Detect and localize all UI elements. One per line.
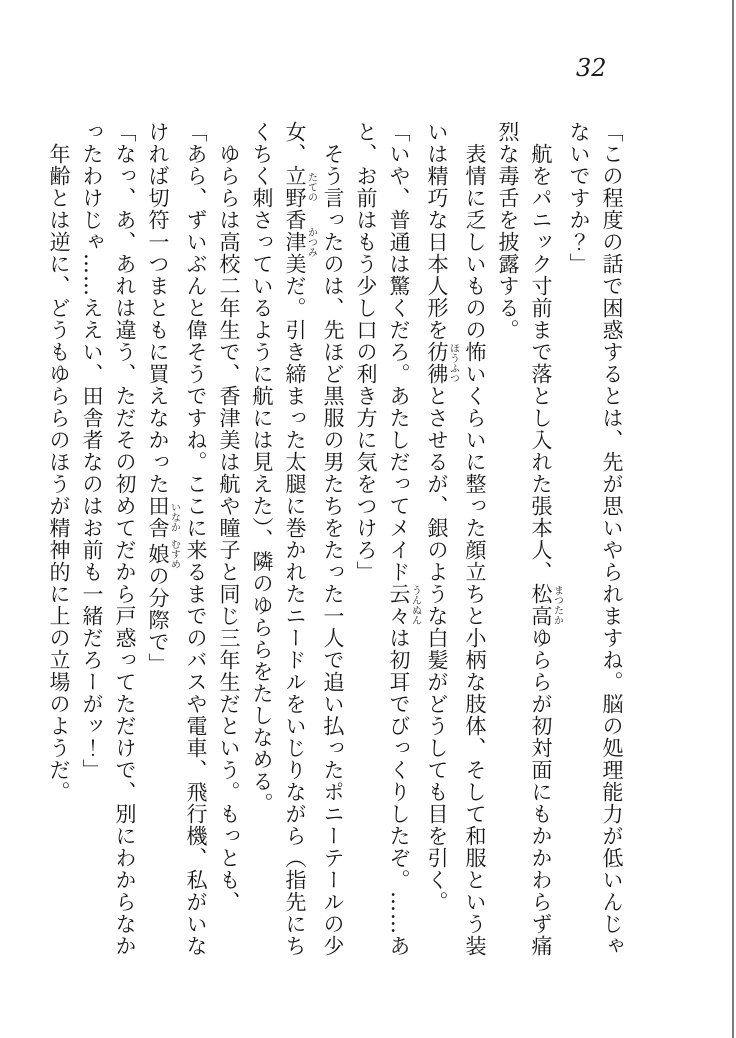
text-column-5: 表情に乏しいものの怖いくらいに整った顔立ちと小柄な肢体、そして和服という装 [463, 143, 487, 957]
ruby-annotated-word: 立野たての [283, 165, 317, 209]
text-column-15: 「なっ、あ、あれは違う、ただその初めてだから戸惑ってただけで、別にわからなか [113, 121, 137, 957]
text-column-14: ければ切符一つまともに買えなかった田舎いなか娘むすめの分際で」 [146, 121, 180, 675]
text-column-2: ないですか？」 [567, 121, 591, 275]
ruby-annotated-word: 香津美かつみ [283, 209, 317, 275]
ruby-annotated-word: 松高まつたか [529, 583, 563, 627]
ruby-annotated-word: 田舎いなか [146, 495, 180, 539]
text-column-7: 「いや、普通は驚くだろ。あたしだってメイド云々うんぬんは初耳でびっくりしたぞ。……あ [387, 121, 421, 957]
text-column-12: ゆららは高校二年生で、香津美は航や瞳子と同じ三年生だという。もっとも、 [217, 143, 241, 913]
text-column-6: いは精巧な日本人形を彷彿ほうふつとさせるが、銀のような白髪がどうしても目を引く。 [425, 121, 459, 913]
text-column-1: 「この程度の話で困惑するとは、先が思いやられますね。脳の処理能力が低いんじゃ [600, 121, 624, 957]
page-number: 32 [576, 54, 607, 82]
ruby-annotated-word: 彷彿ほうふつ [425, 341, 459, 385]
text-column-11: くちく刺さっているように航には見えた）、隣のゆららをたしなめる。 [250, 121, 274, 815]
text-column-10: 女、立野たての香津美かつみだ。引き締まった太腿に巻かれたニードルをいじりながら（指先にち [283, 121, 317, 957]
text-column-17: 年齢とは逆に、どうもゆららのほうが精神的に上の立場のようだ。 [47, 143, 71, 803]
page-edge-line [732, 0, 734, 1038]
text-column-13: 「あら、ずいぶんと偉そうですね。ここに来るまでのバスや電車、飛行機、私がいな [184, 121, 208, 957]
ruby-annotated-word: 云々うんぬん [387, 583, 421, 627]
text-block [47, 121, 628, 959]
text-column-4: 烈な毒舌を披露する。 [496, 121, 520, 341]
text-column-9: そう言ったのは、先ほど黒服の男たちをたった一人で追い払ったポニーテールの少 [321, 143, 345, 957]
text-column-3: 航をパニック寸前まで落とし入れた張本人、松高まつたかゆららが初対面にもかかわらず痛 [529, 143, 563, 957]
text-column-16: ったわけじゃ……ええい、田舎者なのはお前も一緒だろーがッ！」 [80, 121, 104, 781]
text-column-8: と、お前はもう少し口の利き方に気をつけろ」 [354, 121, 378, 583]
ruby-annotated-word: 娘むすめ [146, 539, 180, 569]
